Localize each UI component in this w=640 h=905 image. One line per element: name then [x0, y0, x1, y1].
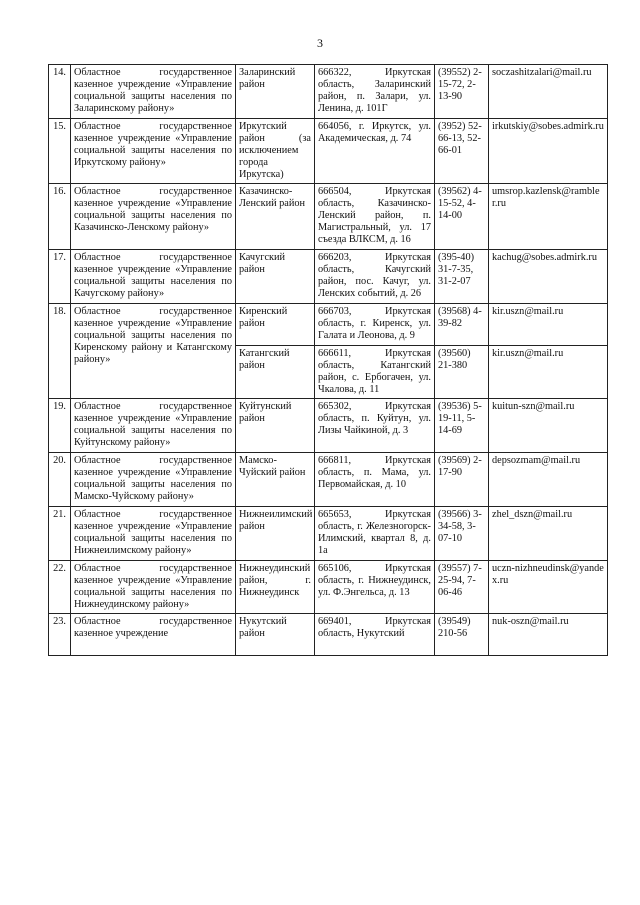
- email: zhel_dszn@mail.ru: [489, 506, 608, 560]
- email: kachug@sobes.admirk.ru: [489, 250, 608, 304]
- service-area: Катангский район: [236, 345, 315, 399]
- organization-name: Областное государственное казенное учреждение «Управление социальной защиты населения по Заларинскому району»: [71, 65, 236, 119]
- service-area: Мамско-Чуйский район: [236, 453, 315, 507]
- email: uczn-nizhneudinsk@yandex.ru: [489, 560, 608, 614]
- service-area: Куйтунский район: [236, 399, 315, 453]
- row-number: 23.: [49, 614, 71, 656]
- service-area: Качугский район: [236, 250, 315, 304]
- address: 666322, Иркутская область, Заларинский район, п. Залари, ул. Ленина, д. 101Г: [315, 65, 435, 119]
- row-number: 18.: [49, 303, 71, 399]
- row-number: 19.: [49, 399, 71, 453]
- email: kuitun-szn@mail.ru: [489, 399, 608, 453]
- service-area: Киренский район: [236, 303, 315, 345]
- organization-name: Областное государственное казенное учреждение «Управление социальной защиты населения по Киренскому району и Катангскому району»: [71, 303, 236, 399]
- service-area: Нукутский район: [236, 614, 315, 656]
- row-number: 21.: [49, 506, 71, 560]
- row-number: 22.: [49, 560, 71, 614]
- address: 665653, Иркутская область, г. Железногорск-Илимский, квартал 8, д. 1а: [315, 506, 435, 560]
- organization-name: Областное государственное казенное учреждение «Управление социальной защиты населения по Казачинско-Ленскому району»: [71, 184, 236, 250]
- service-area: Казачинско-Ленский район: [236, 184, 315, 250]
- email: umsrop.kazlensk@rambler.ru: [489, 184, 608, 250]
- email: irkutskiy@sobes.admirk.ru: [489, 118, 608, 184]
- phone: (39552) 2-15-72, 2-13-90: [435, 65, 489, 119]
- row-number: 16.: [49, 184, 71, 250]
- organization-name: Областное государственное казенное учреждение «Управление социальной защиты населения по Мамско-Чуйскому району»: [71, 453, 236, 507]
- email: depsozmam@mail.ru: [489, 453, 608, 507]
- table-row: [49, 250, 608, 304]
- table-row: [49, 303, 608, 345]
- organization-name: Областное государственное казенное учреждение «Управление социальной защиты населения по Качугскому району»: [71, 250, 236, 304]
- email: nuk-oszn@mail.ru: [489, 614, 608, 656]
- phone: (39536) 5-19-11, 5-14-69: [435, 399, 489, 453]
- table-row: [49, 506, 608, 560]
- organization-name: Областное государственное казенное учреждение «Управление социальной защиты населения по Иркутскому району»: [71, 118, 236, 184]
- address: 665106, Иркутская область, г. Нижнеудинск, ул. Ф.Энгельса, д. 13: [315, 560, 435, 614]
- row-number: 14.: [49, 65, 71, 119]
- phone: (39560) 21-380: [435, 345, 489, 399]
- phone: (3952) 52-66-13, 52-66-01: [435, 118, 489, 184]
- organization-name: Областное государственное казенное учреждение «Управление социальной защиты населения по Нижнеилимскому району»: [71, 506, 236, 560]
- row-number: 17.: [49, 250, 71, 304]
- phone: (39568) 4-39-82: [435, 303, 489, 345]
- table-row: [49, 184, 608, 250]
- service-area: Нижнеилимский район: [236, 506, 315, 560]
- table-row: [49, 560, 608, 614]
- phone: (395-40) 31-7-35, 31-2-07: [435, 250, 489, 304]
- email: soczashitzalari@mail.ru: [489, 65, 608, 119]
- table-row: [49, 614, 608, 656]
- table-row: [49, 453, 608, 507]
- address: 666203, Иркутская область, Качугский район, пос. Качуг, ул. Ленских событий, д. 26: [315, 250, 435, 304]
- email: kir.uszn@mail.ru: [489, 345, 608, 399]
- phone: (39566) 3-34-58, 3-07-10: [435, 506, 489, 560]
- address: 666811, Иркутская область, п. Мама, ул. Первомайская, д. 10: [315, 453, 435, 507]
- row-number: 20.: [49, 453, 71, 507]
- phone: (39557) 7-25-94, 7-06-46: [435, 560, 489, 614]
- address: 669401, Иркутская область, Нукутский: [315, 614, 435, 656]
- phone: (39549) 210-56: [435, 614, 489, 656]
- address: 666504, Иркутская область, Казачинско-Ленский район, п. Магистральный, ул. 17 съезда ВЛКСМ, д. 16: [315, 184, 435, 250]
- organization-name: Областное государственное казенное учреждение: [71, 614, 236, 656]
- address: 664056, г. Иркутск, ул. Академическая, д. 74: [315, 118, 435, 184]
- phone: (39562) 4-15-52, 4-14-00: [435, 184, 489, 250]
- row-number: 15.: [49, 118, 71, 184]
- address: 665302, Иркутская область, п. Куйтун, ул. Лизы Чайкиной, д. 3: [315, 399, 435, 453]
- page-number: 3: [317, 36, 323, 50]
- organization-name: Областное государственное казенное учреждение «Управление социальной защиты населения по Нижнеудинскому району»: [71, 560, 236, 614]
- service-area: Иркутский район (за исключением города Иркутска): [236, 118, 315, 184]
- service-area: Заларинский район: [236, 65, 315, 119]
- table-body: [49, 65, 608, 656]
- agency-contacts-table: [48, 64, 608, 656]
- service-area: Нижнеудинский район, г. Нижнеудинск: [236, 560, 315, 614]
- table-row: [49, 118, 608, 184]
- phone: (39569) 2-17-90: [435, 453, 489, 507]
- table-row: [49, 65, 608, 119]
- table-row: [49, 399, 608, 453]
- address: 666703, Иркутская область, г. Киренск, ул. Галата и Леонова, д. 9: [315, 303, 435, 345]
- address: 666611, Иркутская область, Катангский район, с. Ербогачен, ул. Чкалова, д. 11: [315, 345, 435, 399]
- email: kir.uszn@mail.ru: [489, 303, 608, 345]
- organization-name: Областное государственное казенное учреждение «Управление социальной защиты населения по Куйтунскому району»: [71, 399, 236, 453]
